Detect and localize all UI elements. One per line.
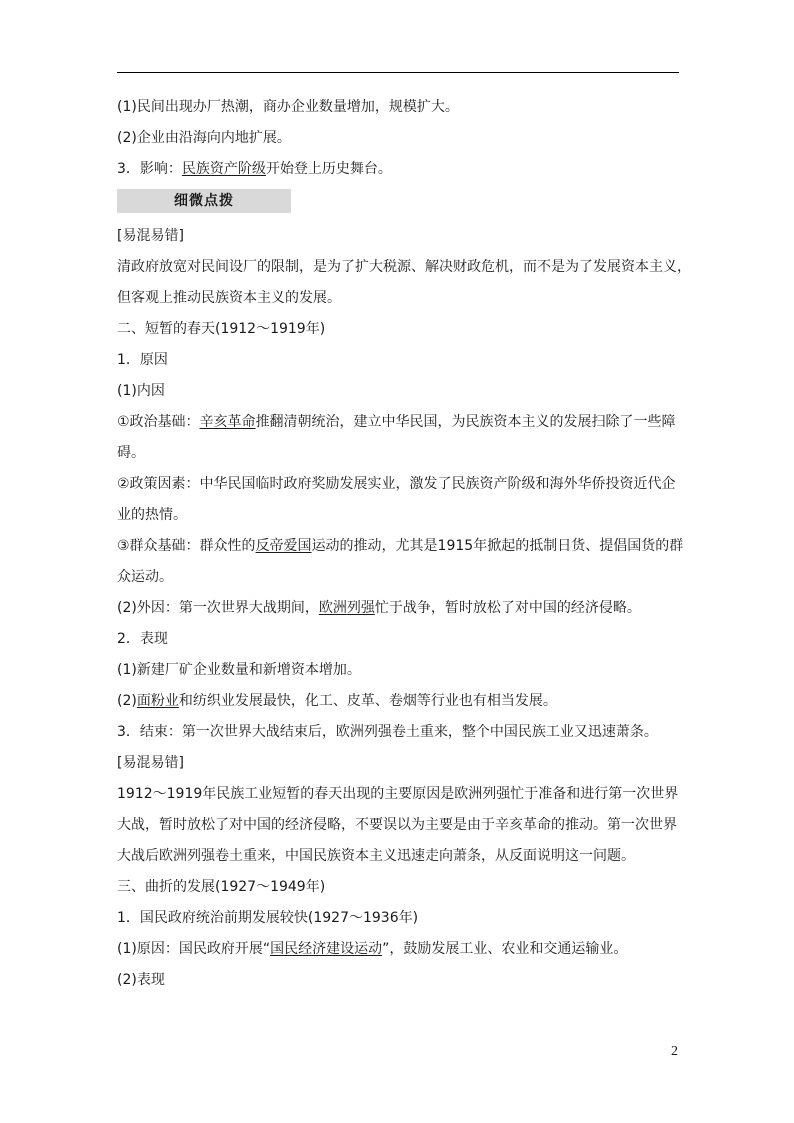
list-item: (2)面粉业和纺织业发展最快，化工、皮革、卷烟等行业也有相当发展。 [117,693,557,709]
subheading: 1．原因 [117,352,168,368]
subheading: (2)表现 [117,972,165,988]
underlined-term: 民族资产阶级 [181,161,266,177]
note-text: 大战后欧洲列强卷土重来，中国民族资本主义迅速走向萧条，从反面说明这一问题。 [117,848,635,864]
text-line: (2)企业由沿海向内地扩展。 [117,130,291,146]
list-item: ②政策因素：中华民国临时政府奖励发展实业，激发了民族资产阶级和海外华侨投资近代企 [117,476,676,492]
header-rule [117,72,679,73]
list-item: ③群众基础：群众性的反帝爱国运动的推动，尤其是1915年掀起的抵制日货、提倡国货的群 [117,538,684,554]
list-item-cont: 业的热情。 [117,507,187,523]
text-line: (1)民间出现办厂热潮，商办企业数量增加，规模扩大。 [117,99,459,115]
list-item: (2)外因：第一次世界大战期间，欧洲列强忙于战争，暂时放松了对中国的经济侵略。 [117,600,641,616]
subheading: (1)内因 [117,383,165,399]
note-text: 1912～1919年民族工业短暂的春天出现的主要原因是欧洲列强忙于准备和进行第一次世界 [117,786,679,802]
subheading: 2．表现 [117,631,168,647]
list-item: (1)新建厂矿企业数量和新增资本增加。 [117,662,361,678]
subheading: 1．国民政府统治前期发展较快(1927～1936年) [117,910,419,926]
subheading: 3．结束：第一次世界大战结束后，欧洲列强卷土重来，整个中国民族工业又迅速萧条。 [117,724,658,740]
note-text: 大战，暂时放松了对中国的经济侵略，不要误以为主要是由于辛亥革命的推动。第一次世界 [117,817,677,833]
page-number: 2 [671,1044,678,1059]
note-text: 清政府放宽对民间设厂的限制，是为了扩大税源、解决财政危机，而不是为了发展资本主义， [117,259,691,275]
underlined-term: 面粉业 [136,693,179,709]
section-heading: 三、曲折的发展(1927～1949年) [117,879,326,895]
section-banner: 细微点拨 [117,189,291,213]
underlined-term: 反帝爱国 [255,538,312,554]
list-item: (1)原因：国民政府开展“国民经济建设运动”，鼓励发展工业、农业和交通运输业。 [117,941,628,957]
section-heading: 二、短暂的春天(1912～1919年) [117,321,326,337]
underlined-term: 辛亥革命 [199,414,256,430]
influence-line: 3．影响：民族资产阶级开始登上历史舞台。 [117,161,392,177]
document-body [117,98,691,989]
underlined-term: 国民经济建设运动 [270,941,383,957]
underlined-term: 欧洲列强 [318,600,375,616]
note-title: [易混易错] [117,228,184,244]
note-text: 但客观上推动民族资本主义的发展。 [117,290,341,306]
list-item-cont: 众运动。 [117,569,173,585]
list-item-cont: 碍。 [117,445,145,461]
list-item: ①政治基础：辛亥革命推翻清朝统治，建立中华民国，为民族资本主义的发展扫除了一些障 [117,414,676,430]
note-title: [易混易错] [117,755,184,771]
